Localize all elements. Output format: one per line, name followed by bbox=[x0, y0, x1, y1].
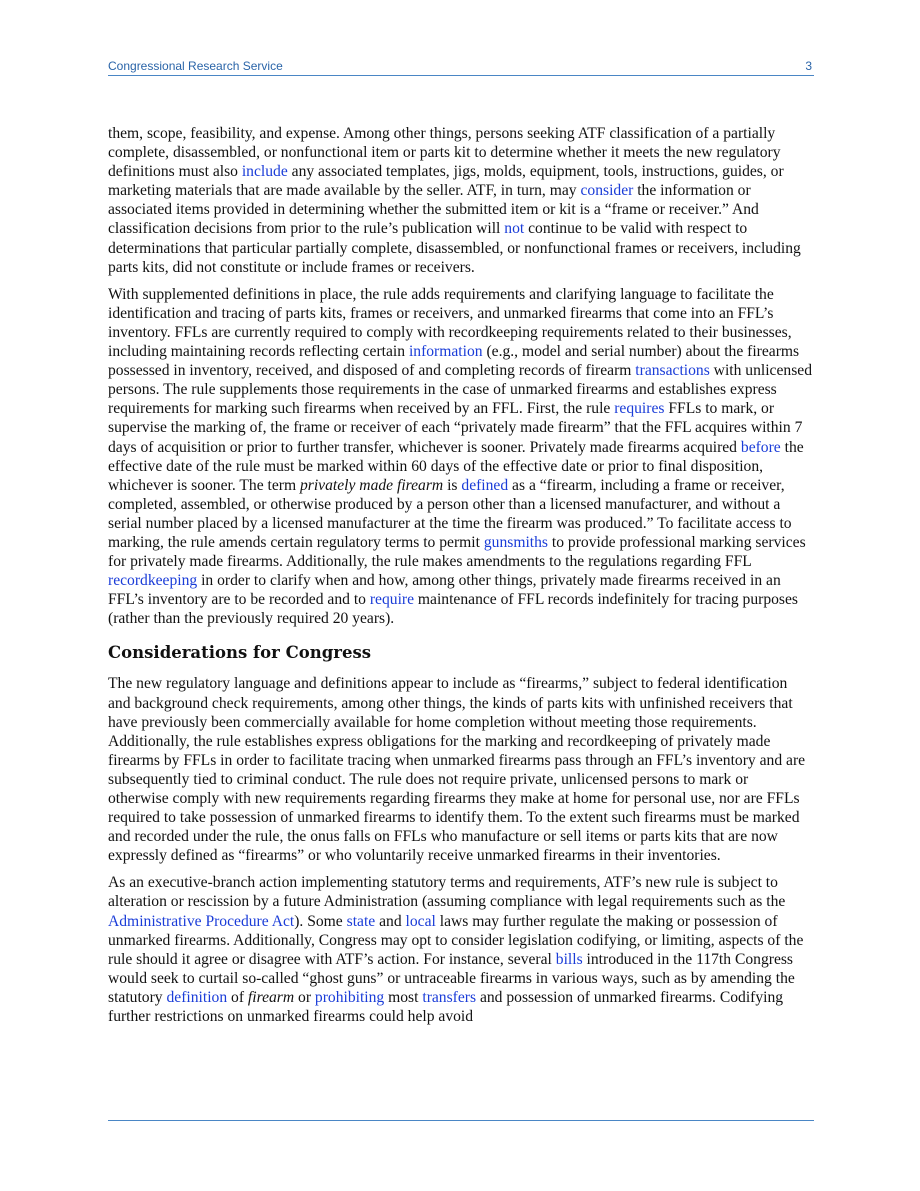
link-recordkeeping[interactable]: recordkeeping bbox=[108, 572, 198, 590]
link-gunsmiths[interactable]: gunsmiths bbox=[483, 533, 548, 551]
link-bills[interactable]: bills bbox=[555, 950, 583, 968]
link-requires[interactable]: requires bbox=[614, 400, 665, 418]
link-require[interactable]: require bbox=[369, 591, 415, 609]
term-firearm: firearm bbox=[247, 988, 295, 1006]
document-body bbox=[108, 124, 812, 1034]
link-transfers[interactable]: transfers bbox=[422, 988, 477, 1006]
link-include[interactable]: include bbox=[241, 163, 288, 181]
header-source: Congressional Research Service bbox=[108, 59, 283, 73]
link-before[interactable]: before bbox=[740, 438, 781, 456]
link-prohibiting[interactable]: prohibiting bbox=[314, 988, 385, 1006]
paragraph-1: them, scope, feasibility, and expense. Among other things, persons seeking ATF classification of a partially complete, disassembled, or nonfunctional item or parts kit to determine whether it meets the new regulatory definitions must also include any associated templates, jigs, molds, equipment, tools, instructions, guides, or marketing materials that are made available by the seller. ATF, in turn, may consider the information or associated items provided in determining whether the submitted item or kit is a “frame or receiver.” And classification decisions from prior to the rule’s publication will not continue to be valid with respect to determinations that particular partially complete, disassembled, or nonfunctional frames or receivers, including parts kits, did not constitute or include frames or receivers. bbox=[108, 125, 801, 276]
section-heading: Considerations for Congress bbox=[108, 643, 372, 663]
footer-divider bbox=[108, 1120, 814, 1121]
paragraph-2: With supplemented definitions in place, the rule adds requirements and clarifying language to facilitate the identification and tracing of parts kits, frames or receivers, and unmarked firearms that come into an FFL’s inventory. FFLs are currently required to comply with recordkeeping requirements related to their businesses, including maintaining records reflecting certain information (e.g., model and serial number) about the firearms possessed in inventory, received, and disposed of and completing records of firearm transactions with unlicensed persons. The rule supplements those requirements in the case of unmarked firearms and establishes express requirements for marking such firearms when received by an FFL. First, the rule requires FFLs to mark, or supervise the marking of, the frame or receiver of each “privately made firearm” that the FFL acquires within 7 days of acquisition or prior to further transfer, whichever is sooner. Privately made firearms acquired before the effective date of the rule must be marked within 60 days of the effective date or prior to final disposition, whichever is sooner. The term privately made firearm is defined as a “firearm, including a frame or receiver, completed, assembled, or otherwise produced by a person other than a licensed manufacturer, and without a serial number placed by a licensed manufacturer at the time the firearm was produced.” To facilitate access to marking, the rule amends certain regulatory terms to permit gunsmiths to provide professional marking services for privately made firearms. Additionally, the rule makes amendments to the regulations regarding FFL recordkeeping in order to clarify when and how, among other things, privately made firearms received in an FFL’s inventory are to be recorded and to require maintenance of FFL records indefinitely for tracing purposes (rather than the previously required 20 years). bbox=[108, 285, 812, 628]
link-information[interactable]: information bbox=[408, 343, 483, 361]
page-number: 3 bbox=[805, 59, 812, 73]
link-state[interactable]: state bbox=[346, 912, 376, 930]
link-local[interactable]: local bbox=[405, 912, 436, 930]
link-administrative-procedure-act[interactable]: Administrative Procedure Act bbox=[108, 912, 295, 930]
paragraph-3: The new regulatory language and definitions appear to include as “firearms,” subject to federal identification and background check requirements, among other things, the kinds of parts kits with unfinished receivers that have previously been commercially available for home completion without meeting those requirements. Additionally, the rule establishes express obligations for the marking and recordkeeping of privately made firearms by FFLs in order to facilitate tracing when unmarked firearms pass through an FFL’s inventory and are subsequently tied to criminal conduct. The rule does not require private, unlicensed persons to mark or otherwise comply with new requirements regarding firearms they make at home for personal use, nor are FFLs required to take possession of unmarked firearms to identify them. To the extent such firearms must be marked and recorded under the rule, the onus falls on FFLs who manufacture or sell items or parts kits that are now expressly defined as “firearms” or who voluntarily receive unmarked firearms in their inventories. bbox=[108, 675, 806, 865]
term-privately-made-firearm: privately made firearm bbox=[299, 476, 444, 494]
link-not[interactable]: not bbox=[504, 220, 525, 238]
running-header bbox=[108, 58, 814, 76]
paragraph-4: As an executive-branch action implementing statutory terms and requirements, ATF’s new rule is subject to alteration or rescission by a future Administration (assuming compliance with legal requirements such as the Administrative Procedure Act). Some state and local laws may further regulate the making or possession of unmarked firearms. Additionally, Congress may opt to consider legislation codifying, or limiting, aspects of the rule should it agree or disagree with ATF’s action. For instance, several bills introduced in the 117th Congress would seek to curtail so-called “ghost guns” or untraceable firearms in various ways, such as by amending the statutory definition of firearm or prohibiting most transfers and possession of unmarked firearms. Codifying further restrictions on unmarked firearms could help avoid bbox=[108, 874, 804, 1026]
link-defined[interactable]: defined bbox=[461, 476, 509, 494]
link-consider[interactable]: consider bbox=[580, 182, 634, 200]
link-transactions[interactable]: transactions bbox=[635, 362, 710, 380]
header-divider bbox=[108, 75, 814, 76]
link-definition[interactable]: definition bbox=[166, 988, 228, 1006]
